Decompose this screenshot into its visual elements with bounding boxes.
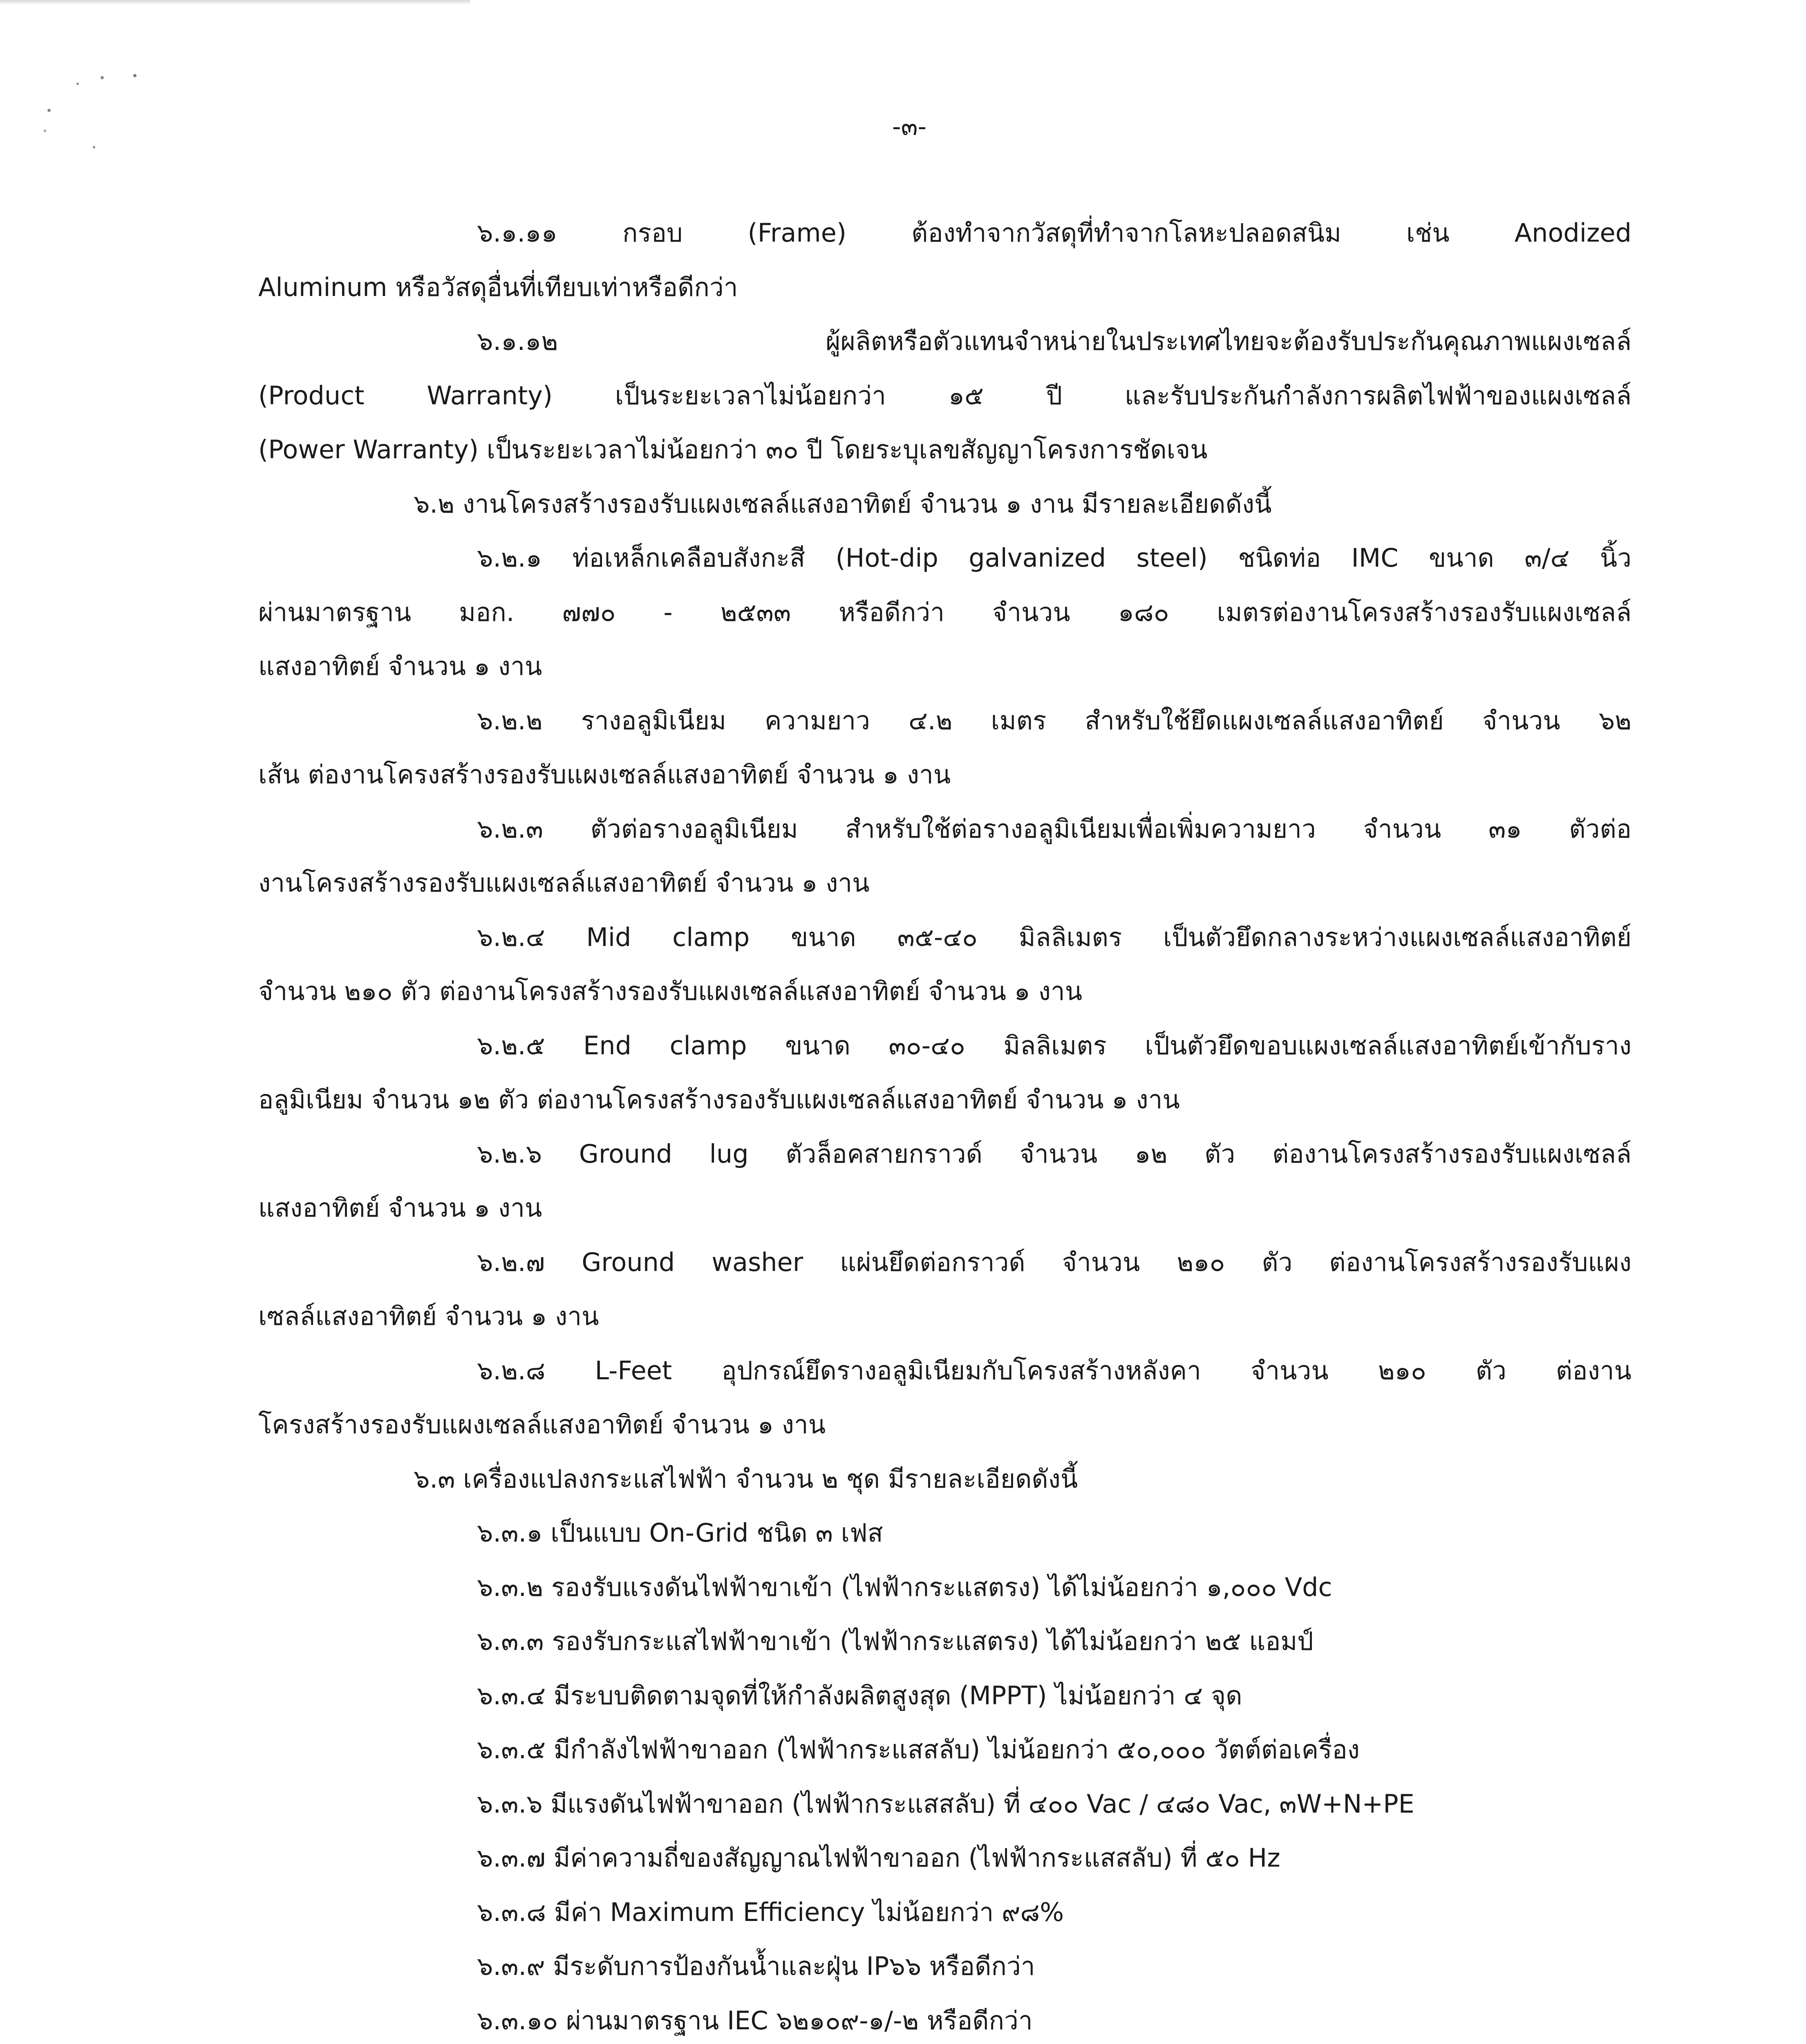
text-line: งานโครงสร้างรองรับแผงเซลล์แสงอาทิตย์ จำนวน ๑ งาน — [258, 868, 870, 898]
text-line: ๖.๓.๕ มีกำลังไฟฟ้าขาออก (ไฟฟ้ากระแสสลับ) ไม่น้อยกว่า ๕๐,๐๐๐ วัตต์ต่อเครื่อง — [477, 1735, 1360, 1764]
text-line: ๖.๓.๓ รองรับกระแสไฟฟ้าขาเข้า (ไฟฟ้ากระแสตรง) ได้ไม่น้อยกว่า ๒๕ แอมป์ — [477, 1626, 1314, 1656]
text-line: โครงสร้างรองรับแผงเซลล์แสงอาทิตย์ จำนวน ๑ งาน — [258, 1410, 826, 1439]
text-line: ๖.๒.๕ End clamp ขนาด ๓๐-๔๐ มิลลิเมตร เป็นตัวยึดขอบแผงเซลล์แสงอาทิตย์เข้ากับราง — [477, 1031, 1631, 1060]
scan-specks — [33, 61, 196, 168]
page-number: -๓- — [892, 112, 927, 141]
text-line: ๖.๓.๒ รองรับแรงดันไฟฟ้าขาเข้า (ไฟฟ้ากระแสตรง) ได้ไม่น้อยกว่า ๑,๐๐๐ Vdc — [477, 1572, 1332, 1602]
text-line: ผ่านมาตรฐาน มอก. ๗๗๐ - ๒๕๓๓ หรือดีกว่า จำนวน ๑๘๐ เมตรต่องานโครงสร้างรองรับแผงเซลล์ — [258, 597, 1631, 627]
text-line: ๖.๒.๓ ตัวต่อรางอลูมิเนียม สำหรับใช้ต่อรางอลูมิเนียมเพื่อเพิ่มความยาว จำนวน ๓๑ ตัวต่อ — [477, 814, 1631, 844]
text-line: อลูมิเนียม จำนวน ๑๒ ตัว ต่องานโครงสร้างรองรับแผงเซลล์แสงอาทิตย์ จำนวน ๑ งาน — [258, 1085, 1180, 1114]
text-line: จำนวน ๒๑๐ ตัว ต่องานโครงสร้างรองรับแผงเซลล์แสงอาทิตย์ จำนวน ๑ งาน — [258, 976, 1083, 1006]
text-line: ๖.๓ เครื่องแปลงกระแสไฟฟ้า จำนวน ๒ ชุด มีรายละเอียดดังนี้ — [414, 1464, 1078, 1494]
text-line: ๖.๓.๙ มีระดับการป้องกันน้ำและฝุ่น IP๖๖ หรือดีกว่า — [477, 1951, 1035, 1981]
text-line: ๖.๓.๑ เป็นแบบ On-Grid ชนิด ๓ เฟส — [477, 1518, 883, 1548]
text-line: ๖.๒.๗ Ground washer แผ่นยึดต่อกราวด์ จำนวน ๒๑๐ ตัว ต่องานโครงสร้างรองรับแผง — [477, 1247, 1631, 1277]
text-line: ๖.๒.๔ Mid clamp ขนาด ๓๕-๔๐ มิลลิเมตร เป็นตัวยึดกลางระหว่างแผงเซลล์แสงอาทิตย์ — [477, 922, 1631, 952]
text-line: แสงอาทิตย์ จำนวน ๑ งาน — [258, 651, 542, 681]
text-line: ๖.๒.๑ ท่อเหล็กเคลือบสังกะสี (Hot-dip galvanized steel) ชนิดท่อ IMC ขนาด ๓/๔ นิ้ว — [477, 543, 1631, 573]
text-line: ๖.๒ งานโครงสร้างรองรับแผงเซลล์แสงอาทิตย์ จำนวน ๑ งาน มีรายละเอียดดังนี้ — [414, 489, 1272, 519]
text-line: (Power Warranty) เป็นระยะเวลาไม่น้อยกว่า ๓๐ ปี โดยระบุเลขสัญญาโครงการชัดเจน — [258, 435, 1208, 464]
text-line: ๖.๒.๒ รางอลูมิเนียม ความยาว ๔.๒ เมตร สำหรับใช้ยึดแผงเซลล์แสงอาทิตย์ จำนวน ๖๒ — [477, 706, 1631, 735]
text-line: ๖.๓.๗ มีค่าความถี่ของสัญญาณไฟฟ้าขาออก (ไฟฟ้ากระแสสลับ) ที่ ๕๐ Hz — [477, 1843, 1280, 1873]
text-line: Aluminum หรือวัสดุอื่นที่เทียบเท่าหรือดีกว่า — [258, 272, 738, 302]
text-line: ๖.๒.๘ L-Feet อุปกรณ์ยึดรางอลูมิเนียมกับโครงสร้างหลังคา จำนวน ๒๑๐ ตัว ต่องาน — [477, 1356, 1631, 1385]
text-line: ๖.๑.๑๒ ผู้ผลิตหรือตัวแทนจำหน่ายในประเทศไทยจะต้องรับประกันคุณภาพแผงเซลล์ — [477, 326, 1631, 356]
text-line: เส้น ต่องานโครงสร้างรองรับแผงเซลล์แสงอาทิตย์ จำนวน ๑ งาน — [258, 760, 951, 789]
text-line: แสงอาทิตย์ จำนวน ๑ งาน — [258, 1193, 542, 1223]
text-line: ๖.๓.๑๐ ผ่านมาตรฐาน IEC ๖๒๑๐๙-๑/-๒ หรือดีกว่า — [477, 2006, 1033, 2035]
text-line: ๖.๓.๖ มีแรงดันไฟฟ้าขาออก (ไฟฟ้ากระแสสลับ) ที่ ๔๐๐ Vac / ๔๘๐ Vac, ๓W+N+PE — [477, 1789, 1414, 1819]
text-line: ๖.๓.๘ มีค่า Maximum Efficiency ไม่น้อยกว่า ๙๘% — [477, 1897, 1064, 1927]
text-line: (Product Warranty) เป็นระยะเวลาไม่น้อยกว่า ๑๕ ปี และรับประกันกำลังการผลิตไฟฟ้าของแผงเซลล์ — [258, 381, 1631, 410]
text-line: ๖.๓.๔ มีระบบติดตามจุดที่ให้กำลังผลิตสูงสุด (MPPT) ไม่น้อยกว่า ๔ จุด — [477, 1681, 1242, 1710]
text-line: ๖.๒.๖ Ground lug ตัวล็อคสายกราวด์ จำนวน ๑๒ ตัว ต่องานโครงสร้างรองรับแผงเซลล์ — [477, 1139, 1631, 1169]
scan-top-edge — [0, 0, 470, 5]
text-line: ๖.๑.๑๑ กรอบ (Frame) ต้องทำจากวัสดุที่ทำจากโลหะปลอดสนิม เช่น Anodized — [477, 218, 1631, 248]
text-line: เซลล์แสงอาทิตย์ จำนวน ๑ งาน — [258, 1301, 599, 1331]
